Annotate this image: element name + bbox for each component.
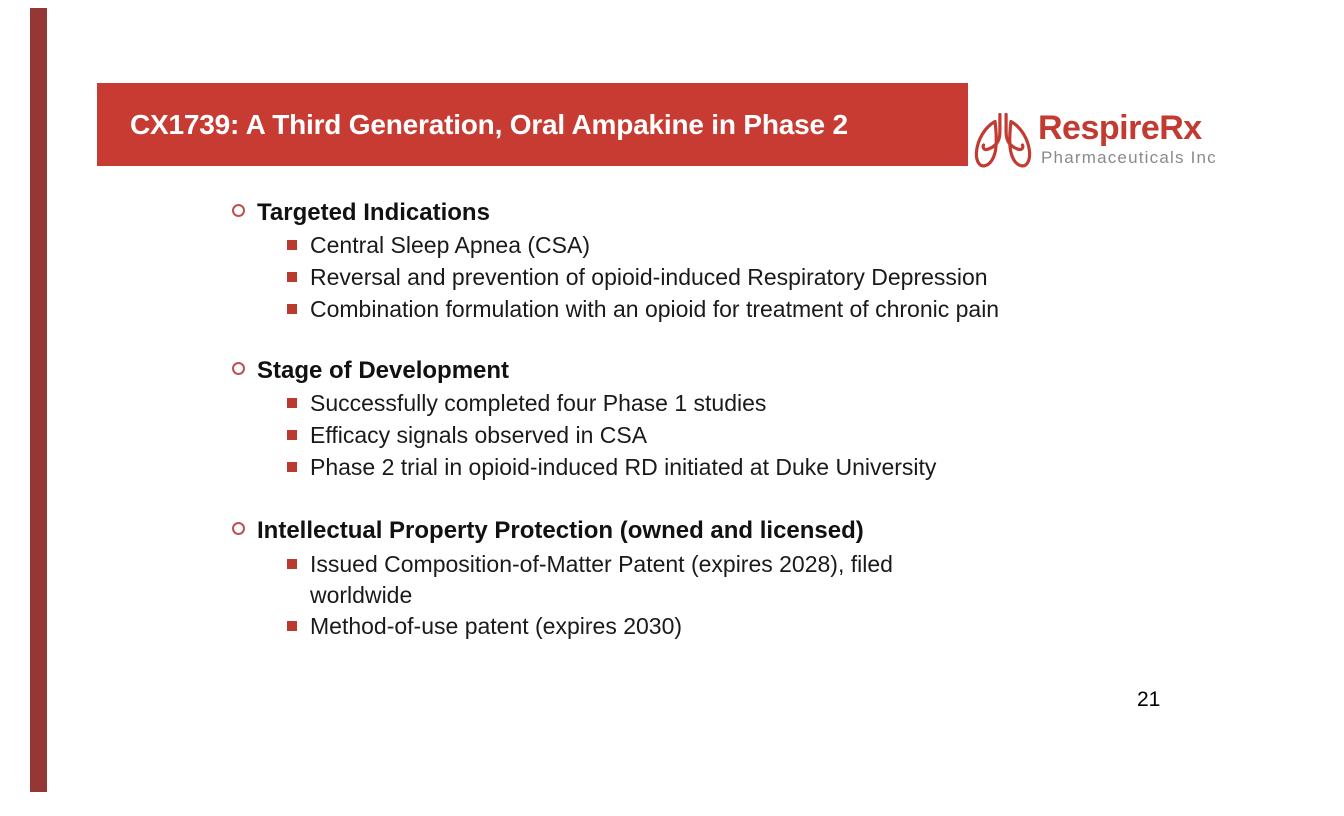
section-heading-label: Intellectual Property Protection (owned and licensed) xyxy=(257,517,864,544)
circle-bullet-icon xyxy=(232,522,245,535)
bullet-item xyxy=(287,390,766,416)
bullet-item-label: Reversal and prevention of opioid-induced Respiratory Depression xyxy=(310,264,988,290)
slide-title: CX1739: A Third Generation, Oral Ampakine in Phase 2 xyxy=(130,108,848,140)
bullet-item-label: Method-of-use patent (expires 2030) xyxy=(310,613,683,639)
square-bullet-icon xyxy=(287,559,297,569)
logo-subtitle: Pharmaceuticals Inc xyxy=(1041,148,1217,167)
section-heading xyxy=(232,518,864,544)
bullet-item-continuation xyxy=(310,582,412,608)
bullet-item-label: Issued Composition-of-Matter Patent (expires 2028), filed xyxy=(310,551,893,577)
section-heading xyxy=(232,358,509,384)
circle-bullet-icon xyxy=(232,362,245,375)
bullet-item-label: Successfully completed four Phase 1 studies xyxy=(310,390,767,416)
section-heading-label: Stage of Development xyxy=(257,357,510,384)
bullet-item-label: worldwide xyxy=(310,582,413,608)
square-bullet-icon xyxy=(287,430,297,440)
logo-company-name: RespireRx xyxy=(1038,109,1202,147)
square-bullet-icon xyxy=(287,304,297,314)
bullet-item-label: Phase 2 trial in opioid-induced RD initiated at Duke University xyxy=(310,454,937,480)
bullet-item xyxy=(287,454,936,480)
page-number: 21 xyxy=(1137,688,1161,711)
bullet-item xyxy=(287,551,893,577)
bullet-item xyxy=(287,613,682,639)
slide-title-banner xyxy=(97,83,968,166)
circle-bullet-icon xyxy=(232,204,245,217)
bullet-item-label: Central Sleep Apnea (CSA) xyxy=(310,232,590,258)
bullet-item xyxy=(287,422,647,448)
logo-text-block xyxy=(1038,111,1217,168)
bullet-item xyxy=(287,296,999,322)
square-bullet-icon xyxy=(287,398,297,408)
square-bullet-icon xyxy=(287,240,297,250)
bullet-item xyxy=(287,232,590,258)
section-heading-label: Targeted Indications xyxy=(257,199,490,226)
left-accent-bar xyxy=(30,8,47,792)
company-logo xyxy=(972,100,1217,179)
bullet-item-label: Efficacy signals observed in CSA xyxy=(310,422,648,448)
bullet-item-label: Combination formulation with an opioid for treatment of chronic pain xyxy=(310,296,1000,322)
square-bullet-icon xyxy=(287,272,297,282)
section-heading xyxy=(232,200,490,226)
bullet-item xyxy=(287,264,988,290)
square-bullet-icon xyxy=(287,621,297,631)
lungs-icon xyxy=(972,108,1034,179)
square-bullet-icon xyxy=(287,462,297,472)
